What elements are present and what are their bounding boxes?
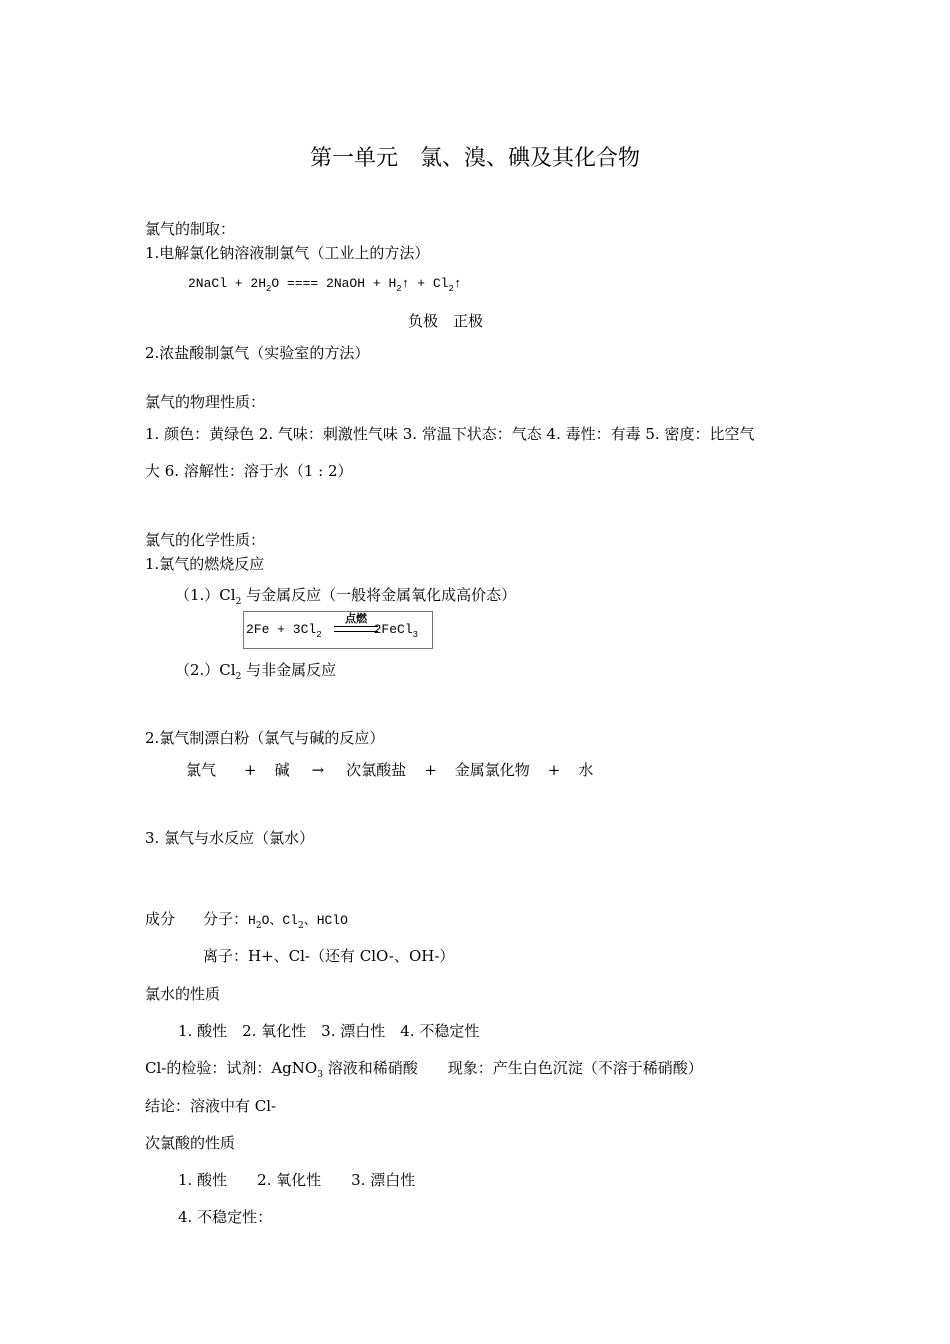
reaction-condition: 点燃 — [345, 612, 367, 625]
prep-heading: 氯气的制取： — [145, 220, 236, 238]
iron-chlorine-equation: $2Fe + 3Cl_2$ 2FeCl$_3$ — [246, 622, 419, 640]
bleach-reaction: 氯气 + 碱 → 次氯酸盐 + 金属氯化物 + 水 — [186, 761, 594, 779]
chemical-sub-1: $(1.)Cl_2$ 与金属反应（一般将金属氧化成高价态） — [175, 586, 517, 607]
physical-heading: 氯气的物理性质： — [145, 393, 266, 411]
molecules-line: 分子：$H_2O$、$Cl_2$、HClO — [203, 910, 348, 931]
chloride-test-line: Cl-的检验：试剂：AgNO$_3$ 溶液和稀硝酸 现象：产生白色沉淀（不溶于稀硝酸） — [145, 1059, 703, 1080]
prep-item-1: 1.电解氯化钠溶液制氯气（工业上的方法） — [145, 244, 430, 262]
chemical-sub-2: $(2.)Cl_2$ 与非金属反应 — [175, 661, 337, 682]
physical-line-2: 大 6. 溶解性：溶于水（1 : 2） — [145, 462, 353, 480]
conclusion-line: 结论：溶液中有 Cl- — [145, 1097, 277, 1115]
chemical-item-1: 1.氯气的燃烧反应 — [145, 555, 265, 573]
chlorine-water-props-heading: 氯水的性质 — [145, 985, 221, 1003]
chemical-heading: 氯气的化学性质： — [145, 531, 266, 549]
physical-line-1: 1. 颜色：黄绿色 2. 气味：刺激性气味 3. 常温下状态：气态 4. 毒性：有毒 5. 密度：比空气 — [145, 425, 755, 443]
hclo-props-1: 1. 酸性 2. 氧化性 3. 漂白性 — [178, 1171, 416, 1189]
chemical-item-2: 2.氯气制漂白粉（氯气与碱的反应） — [145, 729, 385, 747]
hclo-props-2: 4. 不稳定性： — [178, 1208, 273, 1226]
chlorine-water-props-list: 1. 酸性 2. 氧化性 3. 漂白性 4. 不稳定性 — [178, 1022, 480, 1040]
electrode-labels: 负极 正极 — [408, 312, 484, 330]
double-line — [334, 626, 378, 632]
prep-item-2: 2.浓盐酸制氯气（实验室的方法） — [145, 344, 370, 362]
chemical-item-3: 3. 氯气与水反应（氯水） — [145, 829, 315, 847]
ions-line: 离子：H+、Cl-（还有 ClO-、OH-） — [203, 947, 455, 965]
electrolysis-equation: 2NaCl + $2H_2O$ ==== 2NaOH + $H_2↑$ + $Cl_2↑$ — [188, 276, 462, 294]
composition-label: 成分 — [145, 910, 176, 928]
iron-chlorine-equation-box — [243, 611, 433, 649]
hclo-heading: 次氯酸的性质 — [145, 1134, 236, 1152]
page-title: 第一单元 氯、溴、碘及其化合物 — [309, 146, 640, 171]
